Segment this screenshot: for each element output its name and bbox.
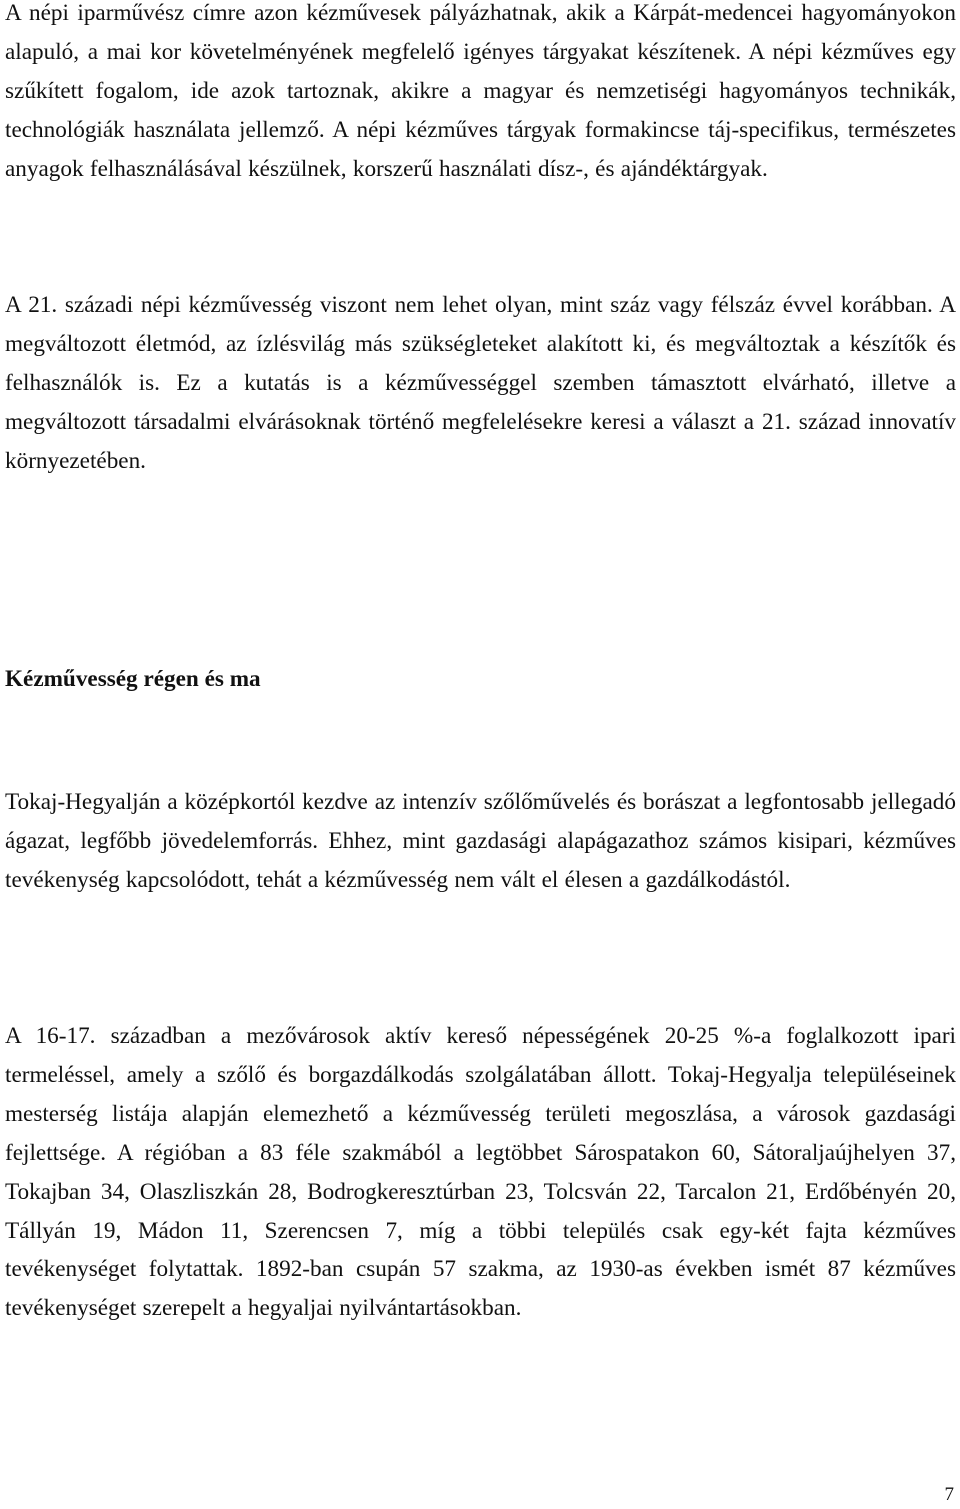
paragraph-16-17-szazad: A 16-17. században a mezővárosok aktív kereső népességének 20-25 %-a foglalkozott ipari termeléssel, amely a szőlő és borgazdálkodás szolgálatában állott. Tokaj-Hegyalja településeinek mesterség listája alapján elemezhető a kézművesség területi megoszlása, a városok gazdasági fejlettsége. A régióban a 83 féle szakmából a legtöbbet Sárospatakon 60, Sátoraljaújhelyen 37, Tokajban 34, Olaszliszkán 28, Bodrogkeresztúrban 23, Tolcsván 22, Tarcalon 21, Erdőbényén 20, Tállyán 19, Mádon 11, Szerencsen 7, míg a többi település csak egy-két fajta kézműves tevékenységet folytattak. 1892-ban csupán 57 szakma, az 1930-as években ismét 87 kézműves tevékenységet szerepelt a hegyaljai nyilvántartásokban. [5, 1023, 956, 1322]
paragraph-tokaj-hegyalja: Tokaj-Hegyalján a középkortól kezdve az intenzív szőlőművelés és borászat a legfontosabb jellegadó ágazat, legfőbb jövedelemforrás. Ehhez, mint gazdasági alapágazathoz számos kisipari, kézműves tevékenység kapcsolódott, tehát a kézművesség nem vált el élesen a gazdálkodástól. [5, 789, 956, 893]
page-number: 7 [944, 1484, 954, 1505]
paragraph-21-szazadi: A 21. századi népi kézművesség viszont nem lehet olyan, mint száz vagy félszáz évvel korábban. A megváltozott életmód, az ízlésvilág más szükségleteket alakított ki, és megváltoztak a készítők és felhasználók is. Ez a kutatás is a kézművességgel szemben támasztott elvárható, illetve a megváltozott társadalmi elvárásoknak történő megfelelésekre keresi a választ a 21. század innovatív környezetében. [5, 292, 956, 474]
document-page [5, 0, 956, 1509]
section-heading: Kézművesség régen és ma [5, 666, 261, 692]
paragraph-nepi-iparmuvesz: A népi iparművész címre azon kézművesek pályázhatnak, akik a Kárpát-medencei hagyományokon alapuló, a mai kor követelményének megfelelő igényes tárgyakat készítenek. A népi kézműves egy szűkített fogalom, ide azok tartoznak, akikre a magyar és nemzetiségi hagyományos technikák, technológiák használata jellemző. A népi kézműves tárgyak formakincse táj-specifikus, természetes anyagok felhasználásával készülnek, korszerű használati dísz-, és ajándéktárgyak. [5, 0, 956, 182]
